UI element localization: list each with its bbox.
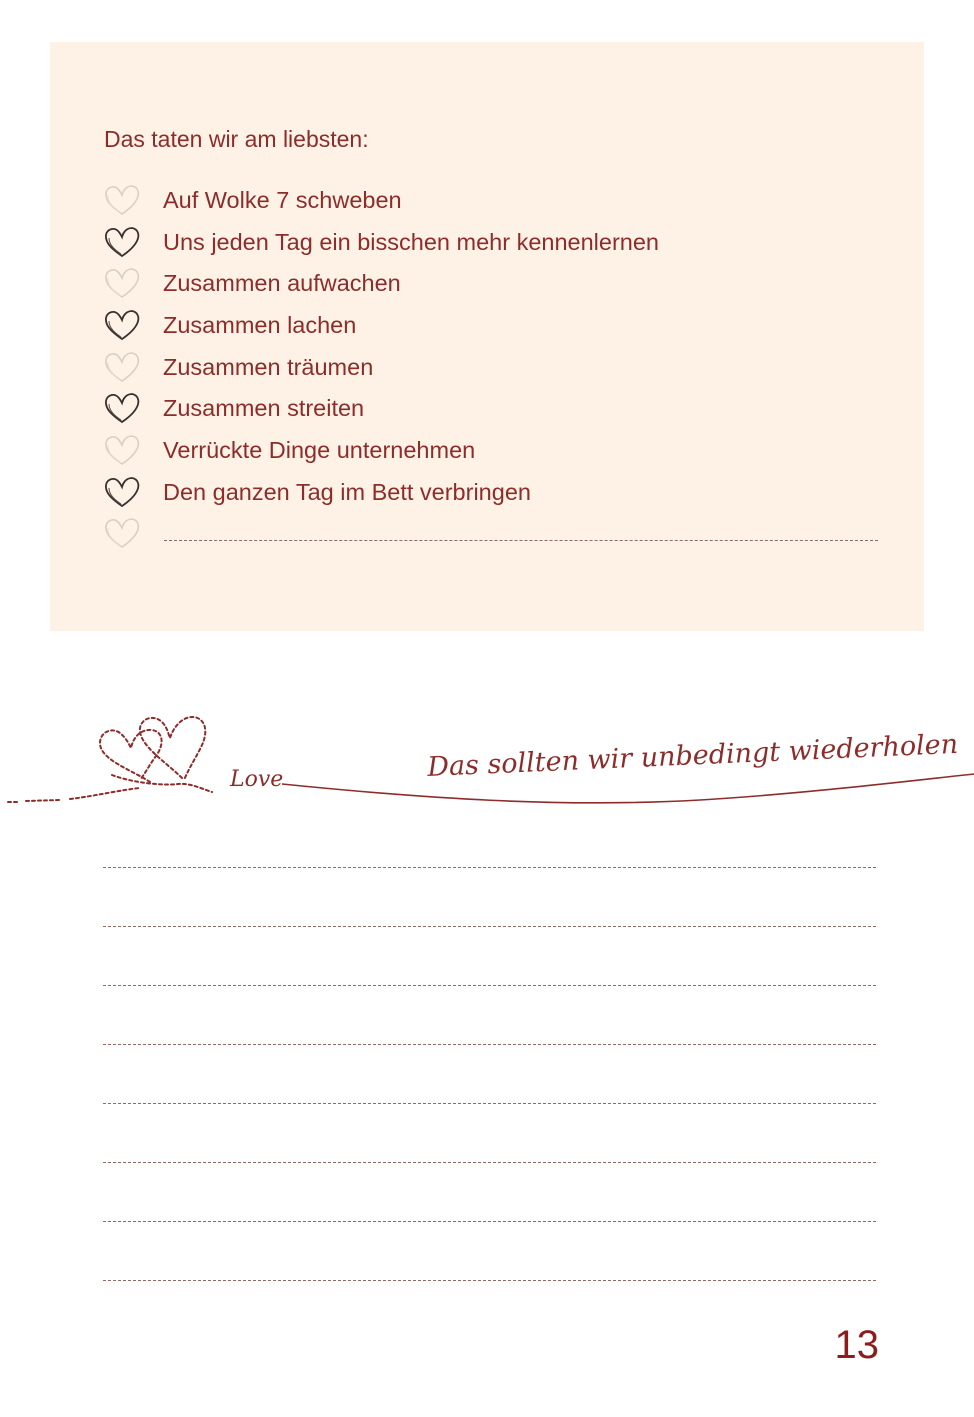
writing-line[interactable] [103,1221,876,1222]
writing-line[interactable] [103,985,876,986]
writing-line[interactable] [103,867,876,868]
list-item[interactable] [102,431,882,471]
list-item[interactable] [102,223,882,263]
heart-outline-dark-icon [102,306,142,344]
list-item-label: Verrückte Dinge unternehmen [163,437,476,463]
list-item[interactable] [102,389,882,429]
heart-outline-light-icon [102,264,142,302]
list-item-label: Auf Wolke 7 schweben [163,187,402,213]
page-number: 13 [834,1323,879,1367]
list-item-label: Zusammen träumen [163,354,374,380]
heart-outline-light-icon [102,514,142,552]
writing-line[interactable] [103,1103,876,1104]
list-item-label: Uns jeden Tag ein bisschen mehr kennenlernen [163,229,660,255]
list-item[interactable] [102,473,882,513]
banner-doodle-text: Love [230,767,284,792]
list-item[interactable] [102,306,882,346]
writing-line[interactable] [103,1044,876,1045]
list-item-label: Den ganzen Tag im Bett verbringen [163,479,531,505]
list-item-label: Zusammen aufwachen [163,270,401,296]
list-item[interactable] [102,181,882,221]
writing-line[interactable] [103,926,876,927]
blank-fill-line[interactable] [164,540,878,541]
writing-line[interactable] [103,1280,876,1281]
list-item-blank[interactable] [102,514,882,554]
list-item[interactable] [102,264,882,304]
heart-outline-dark-icon [102,389,142,427]
banner-curve-line [282,774,974,803]
list-item-label: Zusammen streiten [163,395,365,421]
heart-outline-light-icon [102,181,142,219]
list-item-label: Zusammen lachen [163,312,357,338]
heart-outline-light-icon [102,348,142,386]
double-heart-doodle-icon [8,717,212,802]
writing-line[interactable] [103,1162,876,1163]
heart-outline-dark-icon [102,473,142,511]
heart-outline-dark-icon [102,223,142,261]
banner-title: Das sollten wir unbedingt wiederholen [426,728,959,783]
heart-outline-light-icon [102,431,142,469]
list-item[interactable] [102,348,882,388]
panel-heading: Das taten wir am liebsten: [104,126,369,152]
